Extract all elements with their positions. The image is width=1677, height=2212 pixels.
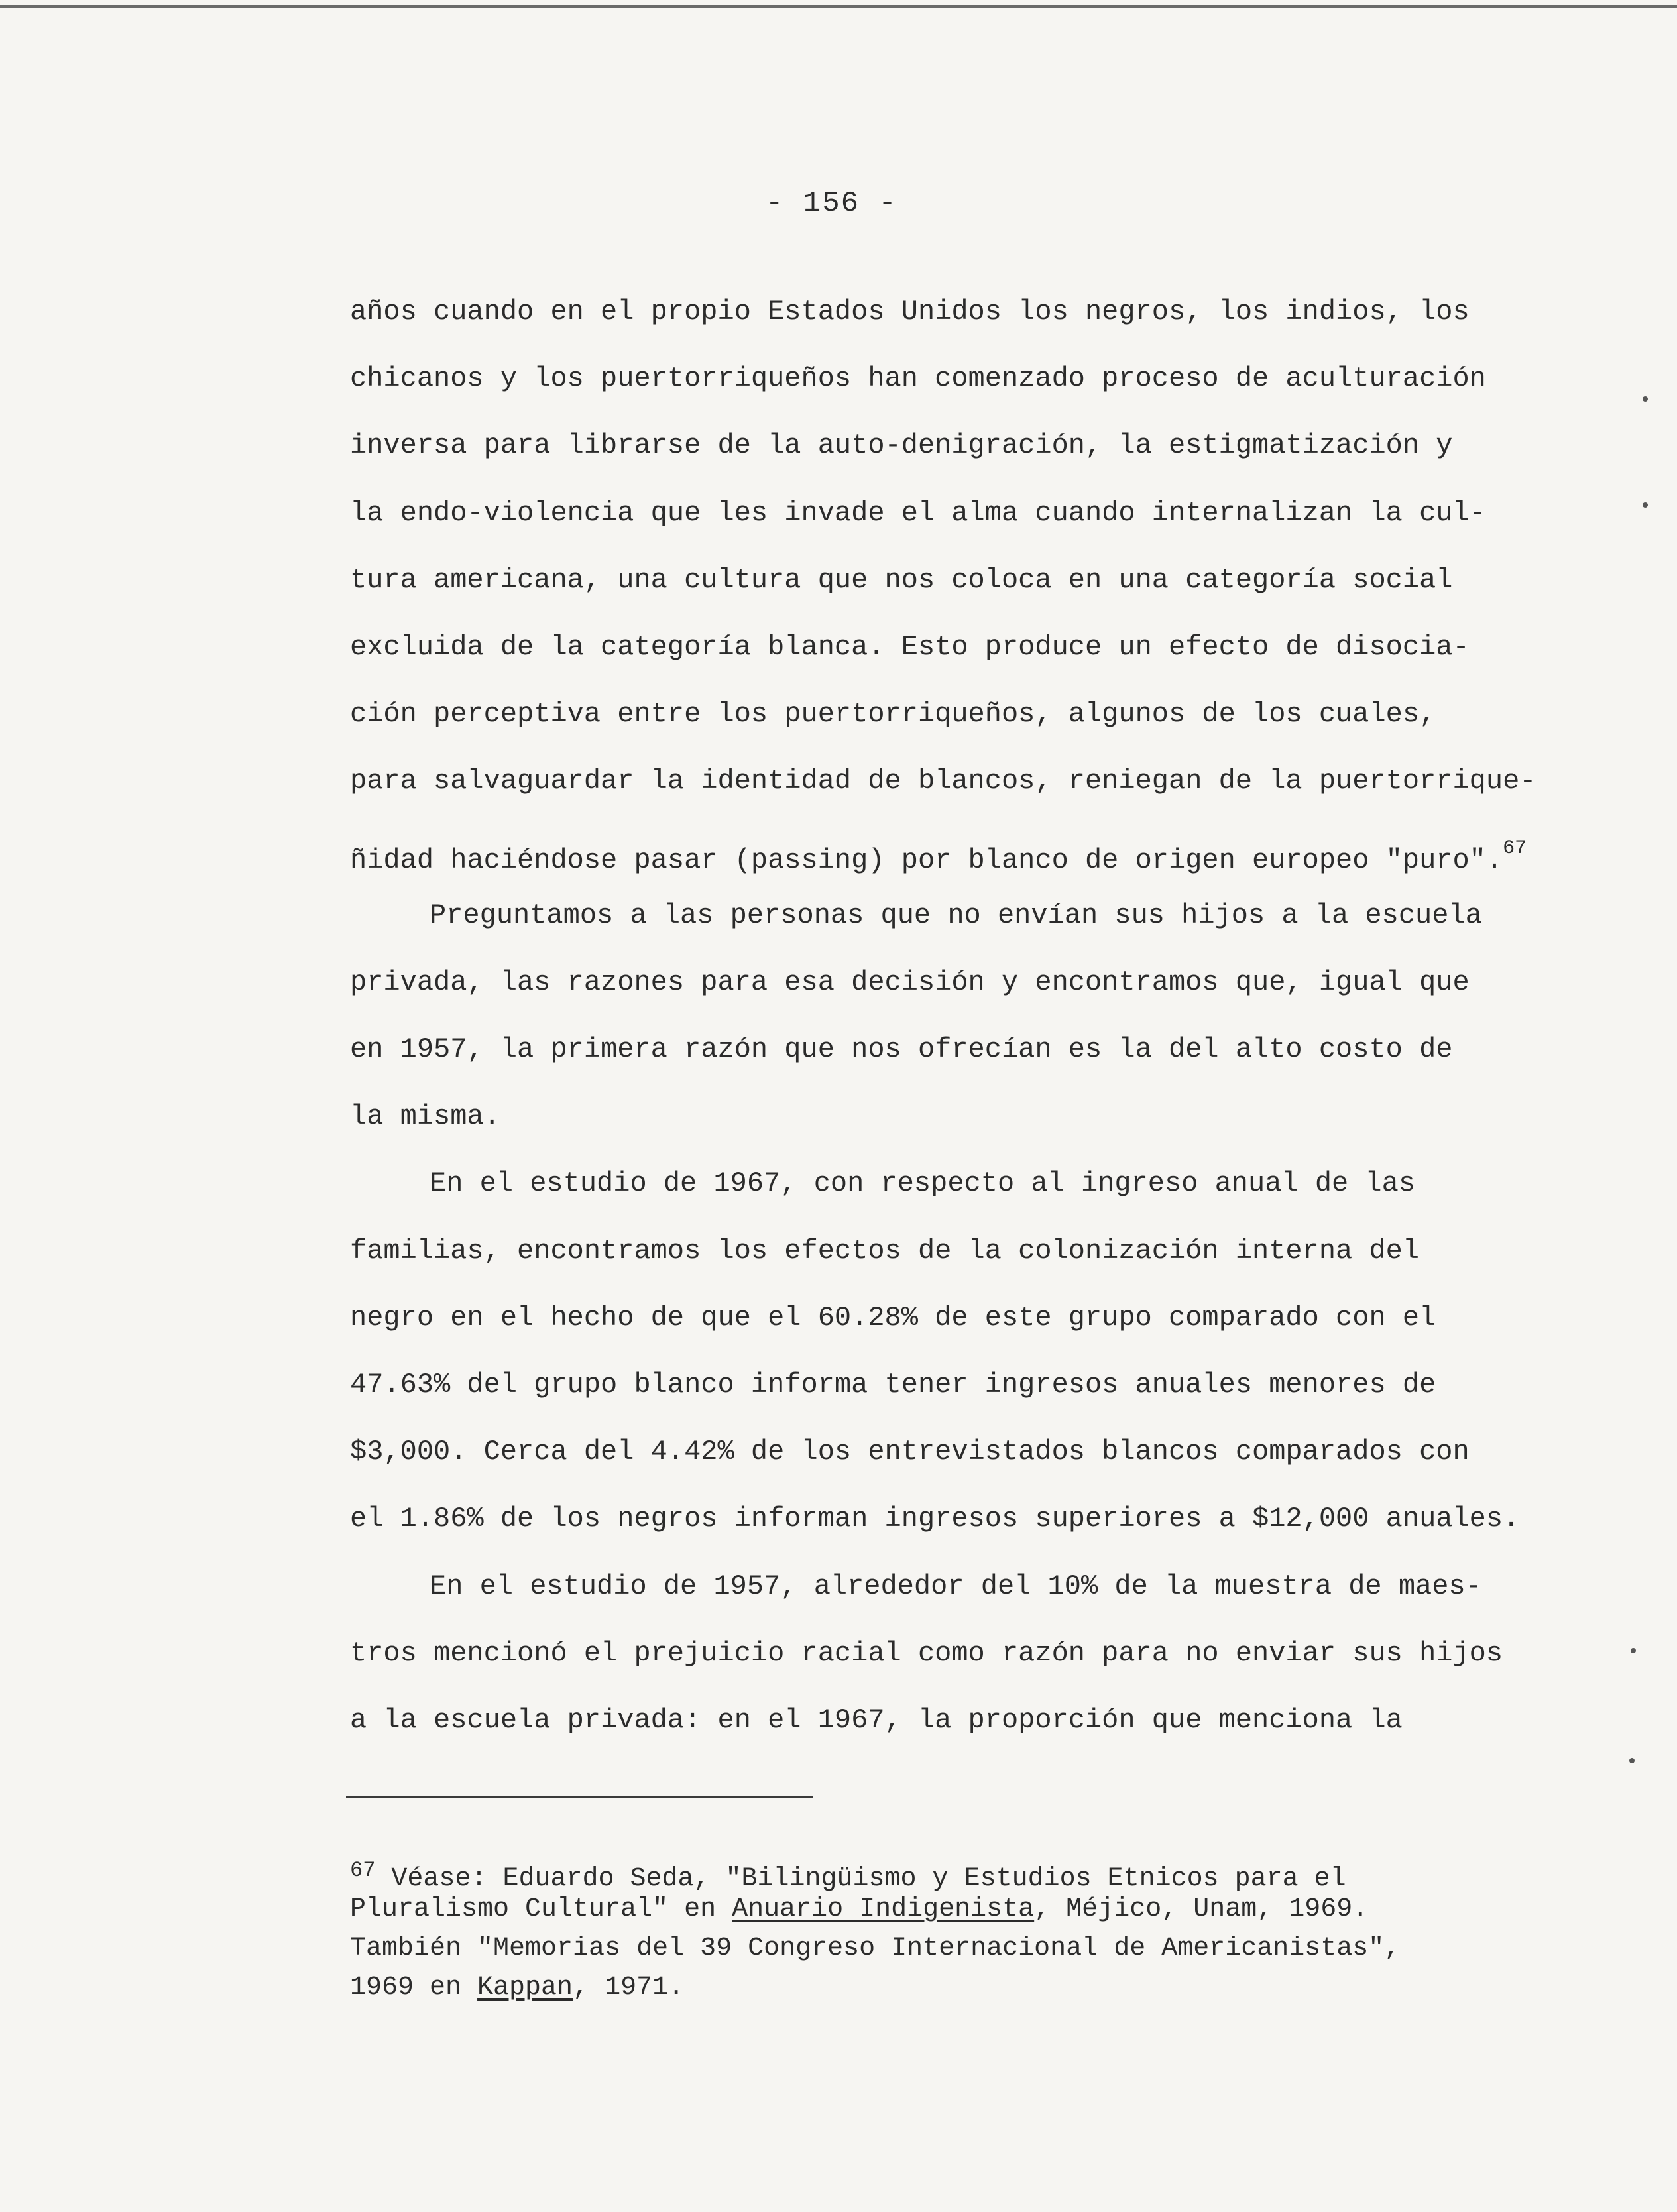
scan-speck (1643, 396, 1648, 402)
text-line-content: la misma. (350, 1100, 500, 1133)
text-line (350, 962, 1609, 1029)
text-line-content: para salvaguardar la identidad de blancos, reniegan de la puertorrique- (350, 765, 1536, 797)
footnote-line-4-before: 1969 en (350, 1973, 478, 2003)
text-line (350, 1499, 1609, 1566)
text-line (350, 761, 1609, 828)
text-line-content: Preguntamos a las personas que no envían sus hijos a la escuela (430, 899, 1482, 931)
text-line-content: negro en el hecho de que el 60.28% de este grupo comparado con el (350, 1301, 1436, 1334)
text-line (350, 292, 1609, 359)
text-line-content: el 1.86% de los negros informan ingresos superiores a $12,000 anuales. (350, 1503, 1520, 1535)
footnote-line-2 (350, 1890, 1609, 1929)
text-line-content: chicanos y los puertorriqueños han comenzado proceso de aculturación (350, 363, 1486, 395)
footnote-title-anuario: Anuario Indigenista (732, 1894, 1035, 1924)
text-line (350, 1432, 1609, 1499)
text-line-content: excluida de la categoría blanca. Esto produce un efecto de disocia- (350, 630, 1470, 663)
text-line-content: $3,000. Cerca del 4.42% de los entrevistados blancos comparados con (350, 1436, 1470, 1468)
text-line-content: a la escuela privada: en el 1967, la proporción que menciona la (350, 1704, 1403, 1736)
footnote-line-2-before: Pluralismo Cultural" en (350, 1894, 732, 1924)
text-line (350, 1365, 1609, 1432)
footnote-line-4-after: , 1971. (573, 1973, 685, 2003)
text-line-content: años cuando en el propio Estados Unidos los negros, los indios, los (350, 296, 1470, 327)
text-line (350, 1029, 1609, 1096)
text-line (350, 359, 1609, 426)
text-line-content: 47.63% del grupo blanco informa tener ingresos anuales menores de (350, 1369, 1436, 1401)
footnote-separator (346, 1796, 813, 1798)
text-line-content: la endo-violencia que les invade el alma cuando internalizan la cul- (350, 496, 1486, 529)
footnote-reference: 67 (1503, 837, 1527, 860)
scan-speck (1643, 502, 1648, 508)
text-line-content: privada, las razones para esa decisión y encontramos que, igual que (350, 966, 1470, 998)
scan-speck (1631, 1648, 1636, 1653)
text-line (350, 1700, 1609, 1767)
body-text (350, 292, 1609, 1767)
text-line (350, 829, 1609, 896)
text-line-content: En el estudio de 1957, alrededor del 10% de la muestra de maes- (430, 1570, 1482, 1602)
text-line-content: En el estudio de 1967, con respecto al ingreso anual de las (430, 1167, 1416, 1200)
text-line (350, 1633, 1609, 1700)
text-line (350, 1096, 1609, 1163)
footnote-title-kappan: Kappan (477, 1973, 573, 2003)
text-line-content: ñidad haciéndose pasar (passing) por blanco de origen europeo "puro". (350, 844, 1503, 876)
text-line (350, 896, 1609, 962)
text-line-content: familias, encontramos los efectos de la colonización interna del (350, 1234, 1420, 1267)
text-line (350, 1163, 1609, 1230)
text-line (350, 1298, 1609, 1365)
text-line (350, 560, 1609, 627)
footnote-line-4 (350, 1968, 1609, 2007)
text-line (350, 426, 1609, 493)
scan-speck (1629, 1758, 1635, 1763)
text-line-content: tura americana, una cultura que nos coloca en una categoría social (350, 563, 1453, 596)
page-number: - 156 - (766, 187, 897, 220)
text-line-content: tros mencionó el prejuicio racial como razón para no enviar sus hijos (350, 1637, 1503, 1669)
text-line-content: ción perceptiva entre los puertorriqueños, algunos de los cuales, (350, 698, 1436, 730)
footnote-line-1-text: Véase: Eduardo Seda, "Bilingüismo y Estudios Etnicos para el (391, 1864, 1346, 1894)
footnote (350, 1851, 1609, 2007)
text-line (350, 1231, 1609, 1298)
footnote-line-3 (350, 1929, 1609, 1968)
footnote-line-2-after: , Méjico, Unam, 1969. (1034, 1894, 1369, 1924)
footnote-number: 67 (350, 1858, 376, 1883)
footnote-line-3-text: También "Memorias del 39 Congreso Internacional de Americanistas", (350, 1934, 1401, 1963)
text-line (350, 694, 1609, 761)
text-line (350, 493, 1609, 560)
page-top-edge (0, 5, 1677, 8)
text-line (350, 1566, 1609, 1633)
text-line-content: en 1957, la primera razón que nos ofrecían es la del alto costo de (350, 1033, 1453, 1066)
footnote-line-1 (350, 1851, 1609, 1894)
text-line (350, 627, 1609, 694)
text-line-content: inversa para librarse de la auto-denigración, la estigmatización y (350, 430, 1453, 462)
